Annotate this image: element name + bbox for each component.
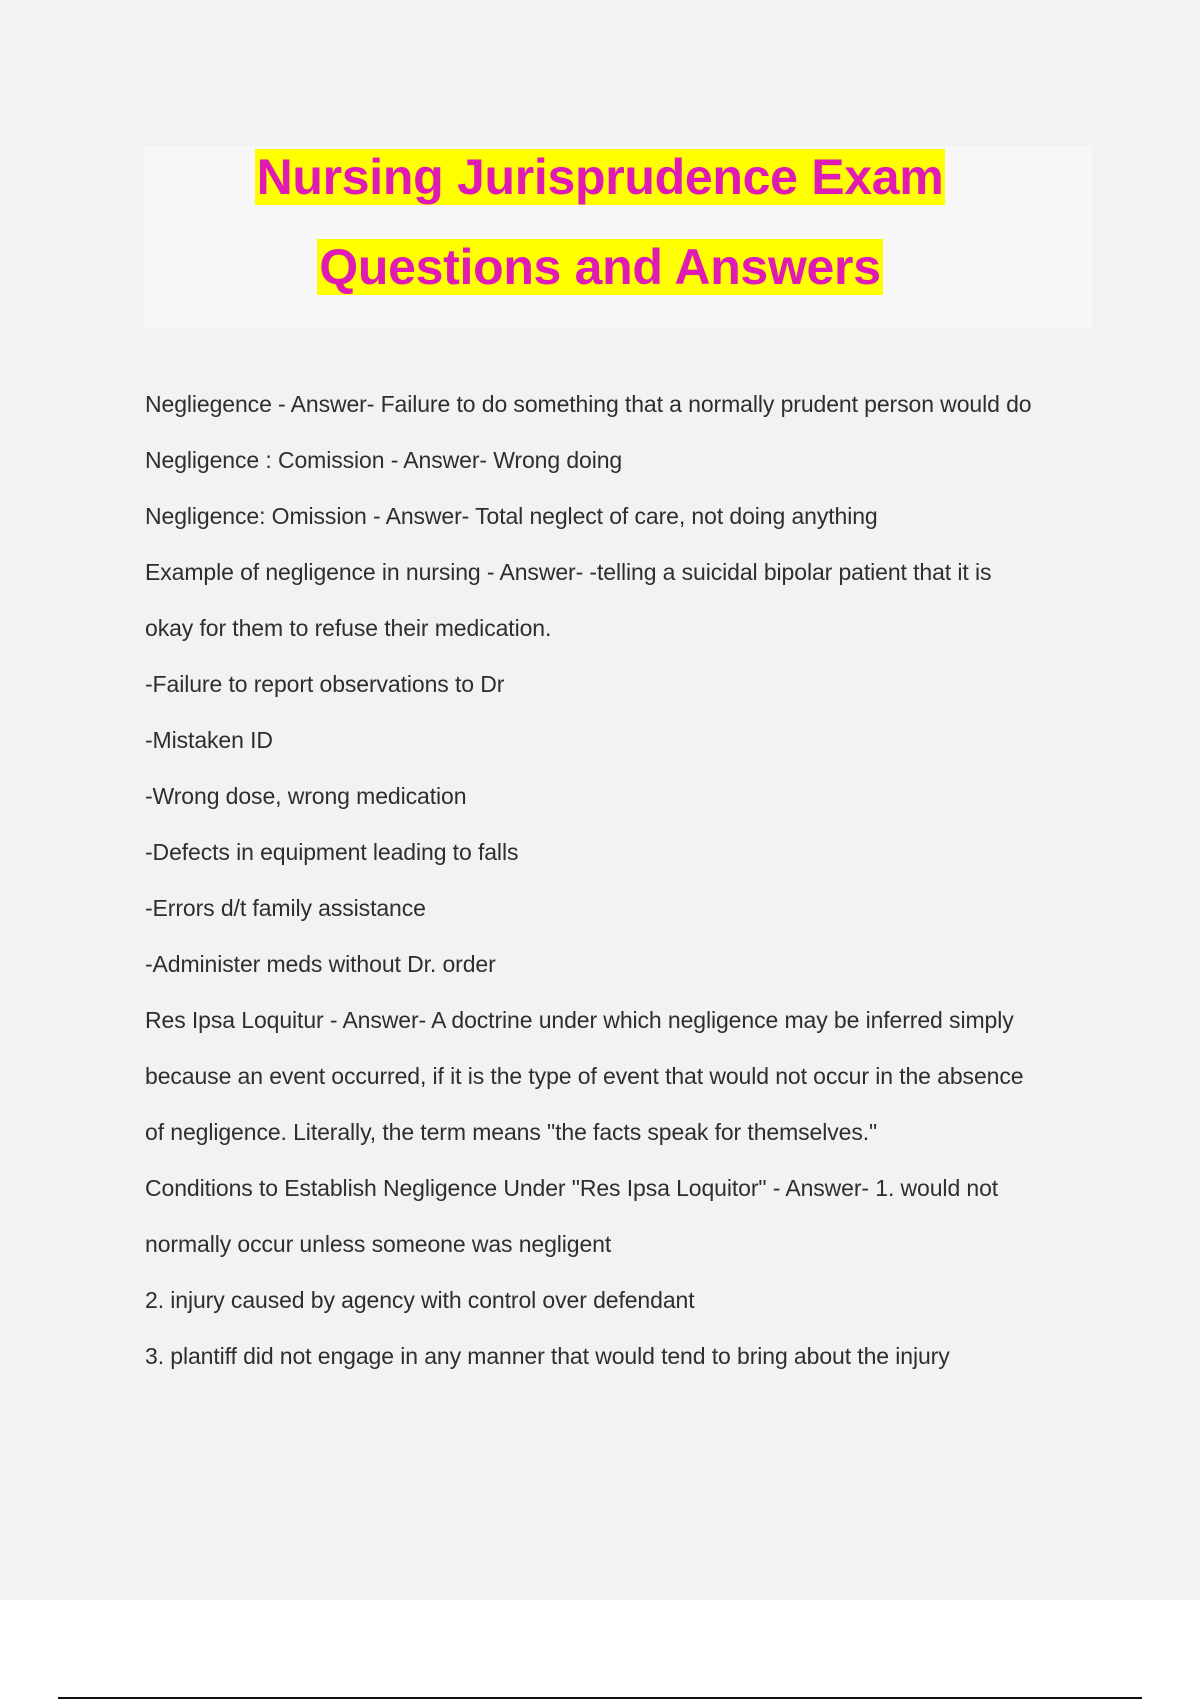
text-line: -Failure to report observations to Dr	[145, 671, 505, 697]
text-line: Conditions to Establish Negligence Under "Res Ipsa Loquitor" - Answer- 1. would not	[145, 1175, 999, 1201]
footer-divider	[58, 1697, 1142, 1699]
text-line: Negligence : Comission - Answer- Wrong doing	[145, 447, 623, 473]
text-line: Negliegence - Answer- Failure to do something that a normally prudent person would do	[145, 391, 1032, 417]
title-highlight-1: Nursing Jurisprudence Exam	[256, 149, 944, 205]
text-line: Negligence: Omission - Answer- Total neglect of care, not doing anything	[145, 503, 878, 529]
text-line: -Mistaken ID	[145, 727, 273, 753]
text-line: because an event occurred, if it is the type of event that would not occur in the absence	[145, 1063, 1024, 1089]
text-line: okay for them to refuse their medication.	[145, 615, 552, 641]
text-line: -Administer meds without Dr. order	[145, 951, 496, 977]
text-line: 2. injury caused by agency with control over defendant	[145, 1287, 695, 1313]
text-line: -Defects in equipment leading to falls	[145, 839, 519, 865]
text-line: -Errors d/t family assistance	[145, 895, 426, 921]
text-line: of negligence. Literally, the term means "the facts speak for themselves."	[145, 1119, 878, 1145]
page-title-line-1	[0, 146, 1200, 208]
text-line: normally occur unless someone was negligent	[145, 1231, 612, 1257]
text-line: 3. plantiff did not engage in any manner that would tend to bring about the injury	[145, 1343, 950, 1369]
page-title-line-2	[0, 236, 1200, 298]
text-line: Example of negligence in nursing - Answer- -telling a suicidal bipolar patient that it is	[145, 559, 992, 585]
text-line: -Wrong dose, wrong medication	[145, 783, 467, 809]
title-highlight-2: Questions and Answers	[319, 239, 881, 295]
text-line: Res Ipsa Loquitur - Answer- A doctrine under which negligence may be inferred simply	[145, 1007, 1014, 1033]
document-body	[145, 376, 1105, 1384]
